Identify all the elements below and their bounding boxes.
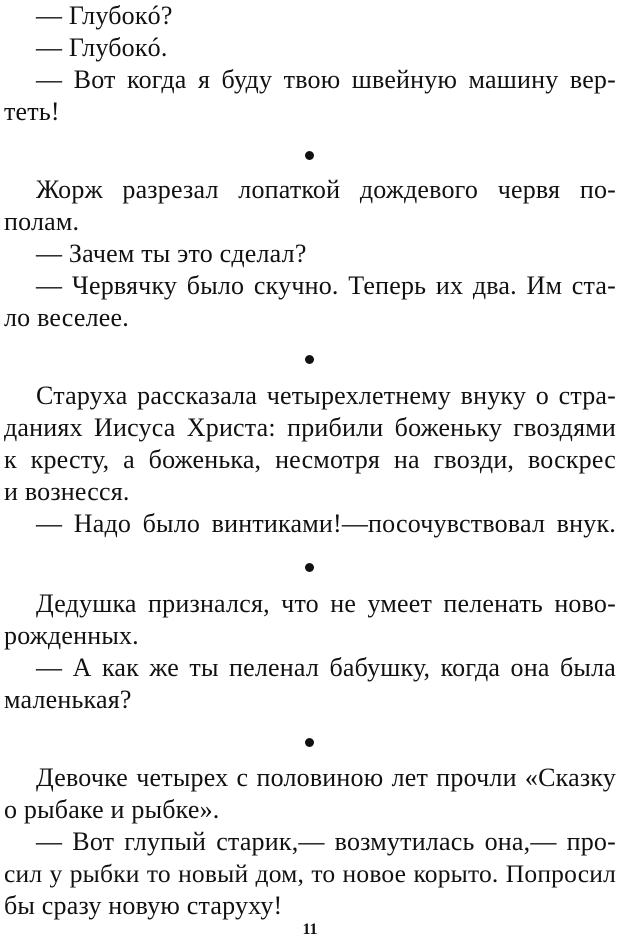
section-separator-dot xyxy=(305,563,314,572)
text-line: полам. xyxy=(4,207,80,236)
text-line: и вознесся. xyxy=(4,477,130,506)
text-line: — Вот глупый старик,— возмутилась она,— про- xyxy=(36,827,616,856)
section-separator-dot xyxy=(305,738,314,747)
text-line: маленькая? xyxy=(4,685,132,714)
text-line: Жорж разрезал лопаткой дождевого червя по- xyxy=(36,175,616,204)
text-line: — Глубокó? xyxy=(36,1,173,30)
text-line: — Червячку было скучно. Теперь их два. Им ста- xyxy=(36,271,616,300)
text-line: рожденных. xyxy=(4,621,139,650)
text-line: бы сразу новую старуху! xyxy=(4,891,283,920)
text-line: Дедушка признался, что не умеет пеленать ново- xyxy=(36,589,616,618)
section-separator-dot xyxy=(305,355,314,364)
text-line: даниях Иисуса Христа: прибили боженьку гвоздями xyxy=(4,413,616,442)
text-line: — Глубокó. xyxy=(36,33,168,62)
text-line: — А как же ты пеленал бабушку, когда она была xyxy=(36,653,616,682)
page-number: 11 xyxy=(302,921,318,938)
text-line: — Зачем ты это сделал? xyxy=(36,239,307,268)
text-line: Старуха рассказала четырехлетнему внуку о стра- xyxy=(36,381,616,410)
text-line: Девочке четырех с половиною лет прочли «Сказку xyxy=(36,763,616,792)
text-line: сил у рыбки то новый дом, то новое корыто. Попросил xyxy=(4,859,616,888)
text-line: теть! xyxy=(4,97,60,126)
text-line: о рыбаке и рыбке». xyxy=(4,795,220,824)
text-line: ло веселее. xyxy=(4,303,129,332)
section-separator-dot xyxy=(305,151,314,160)
text-line: — Надо было винтиками!—посочувствовал внук. xyxy=(36,509,616,538)
text-line: — Вот когда я буду твою швейную машину вер- xyxy=(36,65,616,94)
text-line: к кресту, а боженька, несмотря на гвозди, воскрес xyxy=(4,445,616,474)
